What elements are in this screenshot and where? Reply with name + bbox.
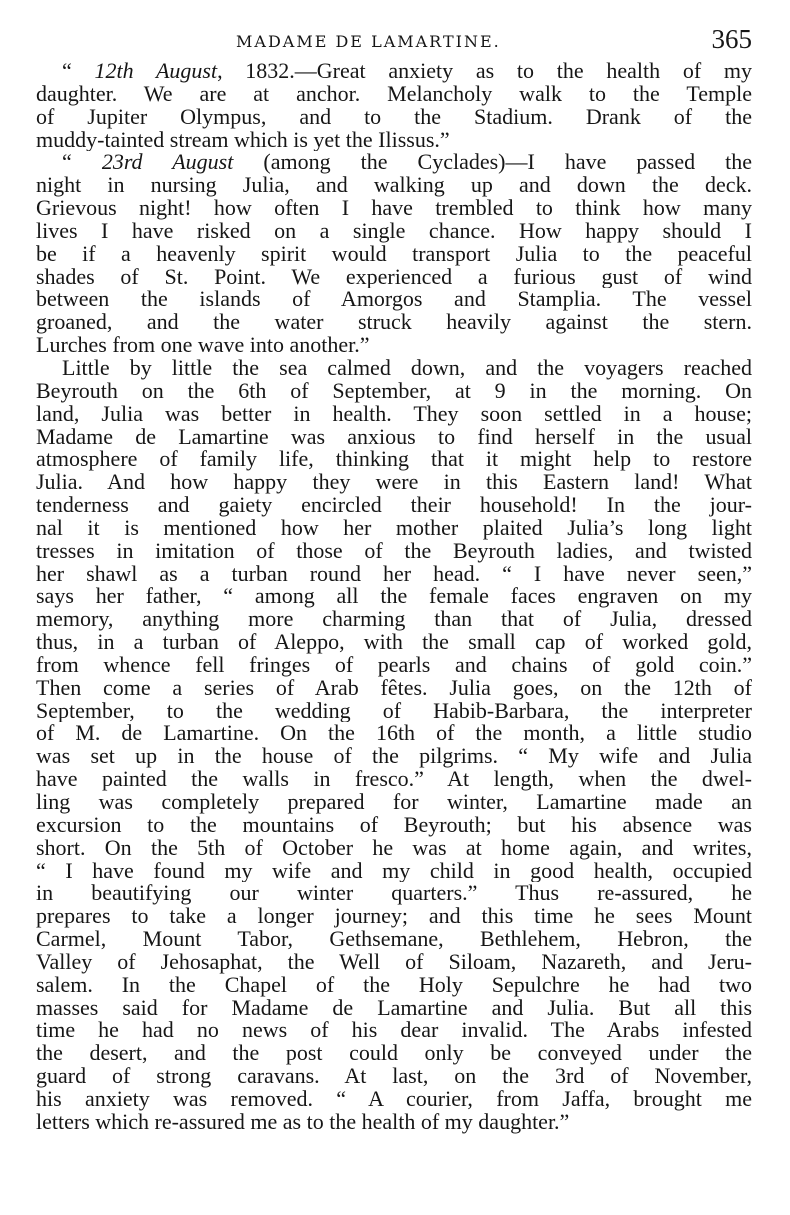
text-line: masses said for Madame de Lamartine and Julia. But all this <box>36 996 752 1020</box>
text-line: be if a heavenly spirit would transport Julia to the peaceful <box>36 242 752 266</box>
paragraph-12th-august <box>36 60 752 151</box>
text-line: shades of St. Point. We experienced a furious gust of wind <box>36 265 752 289</box>
text-line: from whence fell fringes of pearls and chains of gold coin.” <box>36 653 752 677</box>
text-line: Grievous night! how often I have trembled to think how many <box>36 197 752 220</box>
text-line: was set up in the house of the pilgrims. “ My wife and Julia <box>36 745 752 769</box>
text-line: groaned, and the water struck heavily against the stern. <box>36 311 752 335</box>
text-line: letters which re-assured me as to the health of my daughter.” <box>36 1110 570 1134</box>
text-line: September, to the wedding of Habib-Barbara, the interpreter <box>36 699 752 723</box>
text-line: of M. de Lamartine. On the 16th of the month, a little studio <box>36 722 752 746</box>
text-line: guard of strong caravans. At last, on the 3rd of November, <box>36 1065 752 1088</box>
italic-date: 23rd August <box>101 151 234 175</box>
text-line: tresses in imitation of those of the Beyrouth ladies, and twisted <box>36 539 752 563</box>
page-number: 365 <box>711 24 752 54</box>
text-line: ling was completely prepared for winter, Lamartine made an <box>36 791 752 814</box>
text-line: her shawl as a turban round her head. “ I have never seen,” <box>36 562 752 586</box>
page-header <box>36 24 752 60</box>
text-line: have painted the walls in fresco.” At length, when the dwel- <box>36 768 752 791</box>
text-line: Carmel, Mount Tabor, Gethsemane, Bethlehem, Hebron, the <box>36 928 752 951</box>
text-line: of Jupiter Olympus, and to the Stadium. Drank of the <box>36 105 752 129</box>
text-line: excursion to the mountains of Beyrouth; but his absence was <box>36 813 752 837</box>
text-line: says her father, “ among all the female faces engraven on my <box>36 585 752 609</box>
italic-date: 12th August <box>94 60 218 83</box>
text-line: memory, anything more charming than that of Julia, dressed <box>36 608 752 632</box>
text-line: “ 12th August, 1832.—Great anxiety as to the health of my <box>62 60 752 83</box>
text-line: thus, in a turban of Aleppo, with the small cap of worked gold, <box>36 631 752 654</box>
text-line: Little by little the sea calmed down, and the voyagers reached <box>62 356 752 380</box>
text-line: land, Julia was better in health. They soon settled in a house; <box>36 402 752 426</box>
text-line: between the islands of Amorgos and Stamplia. The vessel <box>36 288 752 312</box>
text-line: Valley of Jehosaphat, the Well of Siloam, Nazareth, and Jeru- <box>36 950 752 974</box>
book-page <box>36 24 752 1134</box>
text-line: Madame de Lamartine was anxious to find herself in the usual <box>36 425 752 449</box>
text-line: “ 23rd August (among the Cyclades)—I have passed the <box>62 151 752 175</box>
text-line: “ I have found my wife and my child in good health, occupied <box>36 859 752 883</box>
text-line: Then come a series of Arab fêtes. Julia goes, on the 12th of <box>36 676 752 700</box>
text-line: daughter. We are at anchor. Melancholy walk to the Temple <box>36 82 752 106</box>
text-line: short. On the 5th of October he was at home again, and writes, <box>36 836 752 860</box>
text-line: night in nursing Julia, and walking up and down the deck. <box>36 174 752 198</box>
text-line: salem. In the Chapel of the Holy Sepulchre he had two <box>36 973 752 997</box>
text-line: tenderness and gaiety encircled their household! In the jour- <box>36 494 752 517</box>
text-line: Lurches from one wave into another.” <box>36 334 370 357</box>
text-line: atmosphere of family life, thinking that it might help to restore <box>36 448 752 472</box>
text-line: in beautifying our winter quarters.” Thus re-assured, he <box>36 882 752 906</box>
text-line: lives I have risked on a single chance. How happy should I <box>36 219 752 243</box>
text-line: his anxiety was removed. “ A courier, from Jaffa, brought me <box>36 1087 752 1111</box>
text-line: Beyrouth on the 6th of September, at 9 in the morning. On <box>36 379 752 403</box>
paragraph-beyrouth <box>36 357 752 1134</box>
text-line: the desert, and the post could only be conveyed under the <box>36 1042 752 1066</box>
running-head: MADAME DE LAMARTINE. <box>236 32 501 51</box>
text-line: nal it is mentioned how her mother plaited Julia’s long light <box>36 516 752 540</box>
paragraph-23rd-august <box>36 151 752 357</box>
text-line: prepares to take a longer journey; and this time he sees Mount <box>36 905 752 929</box>
text-line: time he had no news of his dear invalid. The Arabs infested <box>36 1019 752 1043</box>
text-line: Julia. And how happy they were in this Eastern land! What <box>36 471 752 495</box>
text-line: muddy-tainted stream which is yet the Ilissus.” <box>36 128 450 152</box>
